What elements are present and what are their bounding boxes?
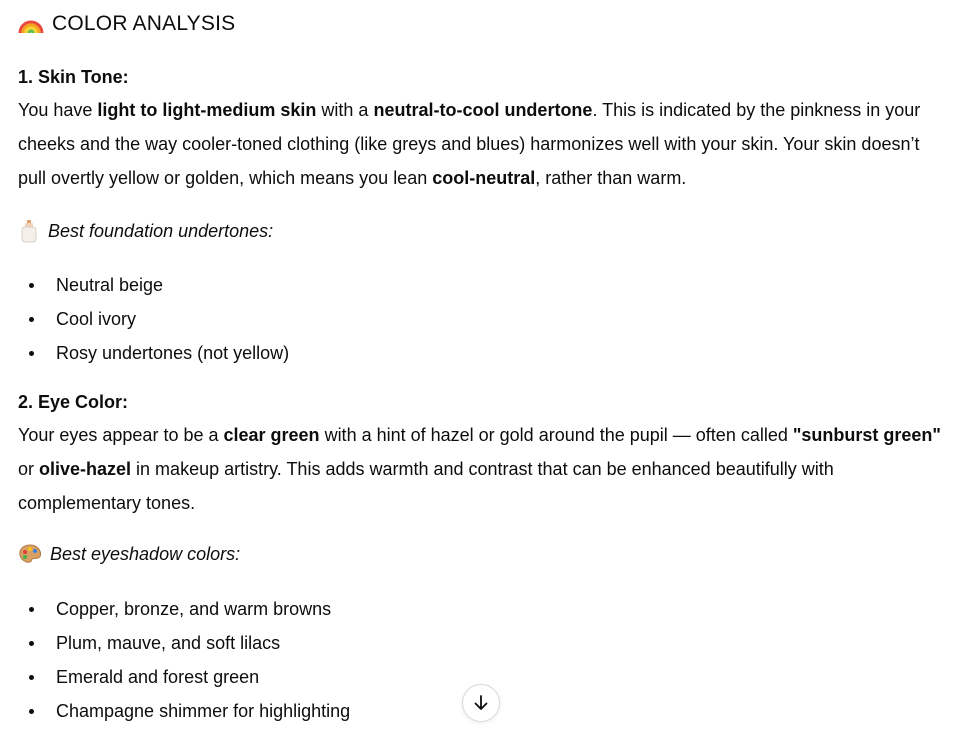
list-item: Cool ivory bbox=[18, 302, 289, 336]
eye-color-paragraph: Your eyes appear to be a clear green with a hint of hazel or gold around the pupil — often called "sunburst green" or olive-hazel in makeup artistry. This adds warmth and contrast that can be enhanced beautifully with complementary tones. bbox=[18, 425, 941, 513]
artist-palette-icon bbox=[18, 543, 42, 565]
list-item: Emerald and forest green bbox=[18, 660, 350, 694]
skin-tone-heading: 1. Skin Tone: bbox=[18, 67, 129, 87]
foundation-label: Best foundation undertones: bbox=[48, 220, 274, 241]
section-title bbox=[18, 12, 235, 36]
foundation-subheading bbox=[18, 219, 273, 243]
list-item: Plum, mauve, and soft lilacs bbox=[18, 626, 350, 660]
eyeshadow-label: Best eyeshadow colors: bbox=[50, 543, 241, 564]
scroll-to-bottom-button[interactable] bbox=[462, 684, 500, 722]
rainbow-icon bbox=[18, 13, 44, 35]
arrow-down-icon bbox=[472, 694, 490, 712]
list-item: Copper, bronze, and warm browns bbox=[18, 592, 350, 626]
eyeshadow-list bbox=[18, 592, 350, 728]
foundation-list bbox=[18, 268, 289, 370]
eye-color-heading: 2. Eye Color: bbox=[18, 392, 129, 412]
lotion-bottle-icon bbox=[18, 219, 40, 243]
list-item: Rosy undertones (not yellow) bbox=[18, 336, 289, 370]
page-title: COLOR ANALYSIS bbox=[52, 12, 236, 35]
eyeshadow-subheading bbox=[18, 543, 240, 565]
list-item: Champagne shimmer for highlighting bbox=[18, 694, 350, 728]
skin-tone-paragraph: You have light to light-medium skin with a neutral-to-cool undertone. This is indicated by the pinkness in your cheeks and the way cooler-toned clothing (like greys and blues) harmonizes well with your skin. Your skin doesn’t pull overtly yellow or golden, which means you lean cool-neutral, rather than warm. bbox=[18, 100, 921, 188]
list-item: Neutral beige bbox=[18, 268, 289, 302]
